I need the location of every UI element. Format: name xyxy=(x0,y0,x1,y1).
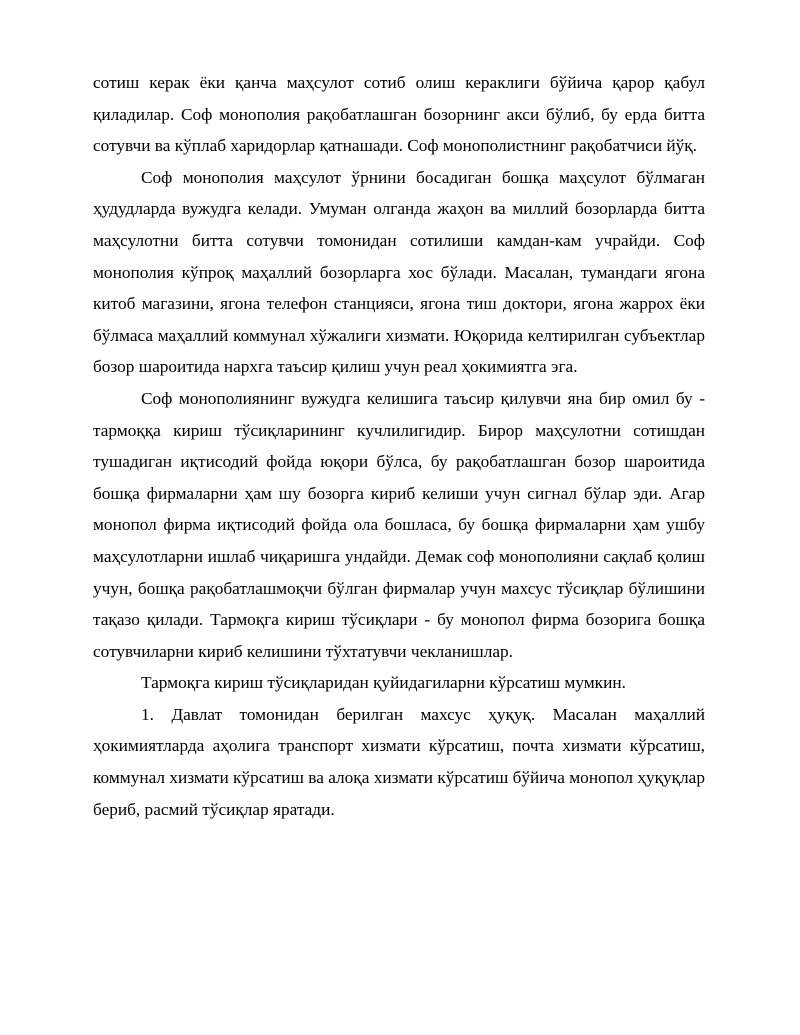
document-page xyxy=(93,67,705,825)
paragraph-1: сотиш керак ёки қанча маҳсулот сотиб олиш кераклиги бўйича қарор қабул қиладилар. Соф монополия рақобатлашган бозорнинг акси бўлиб, бу ерда битта сотувчи ва кўплаб харидорлар қатнашади. Соф монополистнинг рақобатчиси йўқ. xyxy=(93,73,705,156)
paragraph-4: Тармоқга кириш тўсиқларидан қуйидагиларни кўрсатиш мумкин. xyxy=(141,673,626,693)
paragraph-5: 1. Давлат томонидан берилган махсус ҳуқуқ. Масалан маҳаллий ҳокимиятларда аҳолига транспорт хизмати кўрсатиш, почта хизмати кўрсатиш, коммунал хизмати кўрсатиш ва алоқа хизмати кўрсатиш бўйича монопол ҳуқуқлар бериб, расмий тўсиқлар яратади. xyxy=(93,704,705,819)
paragraph-2: Соф монополия маҳсулот ўрнини босадиган бошқа маҳсулот бўлмаган ҳудудларда вужудга келади. Умуман олганда жаҳон ва миллий бозорларда битта маҳсулотни битта сотувчи томонидан сотилиши камдан-кам учрайди. Соф монополия кўпроқ маҳаллий бозорларга хос бўлади. Масалан, тумандаги ягона китоб магазини, ягона телефон станцияси, ягона тиш доктори, ягона жаррох ёки бўлмаса маҳаллий коммунал хўжалиги хизмати. Юқорида келтирилган субъектлар бозор шароитида нархга таъсир қилиш учун реал ҳокимиятга эга. xyxy=(93,167,705,377)
paragraph-3: Соф монополиянинг вужудга келишига таъсир қилувчи яна бир омил бу - тармоққа кириш тўсиқларининг кучлилигидир. Бирор маҳсулотни сотишдан тушадиган иқтисодий фойда юқори бўлса, бу рақобатлашган бозор шароитида бошқа фирмаларни ҳам шу бозорга кириб келиши учун сигнал бўлар эди. Агар монопол фирма иқтисодий фойда ола бошласа, бу бошқа фирмаларни ҳам ушбу маҳсулотларни ишлаб чиқаришга ундайди. Демак соф монополияни сақлаб қолиш учун, бошқа рақобатлашмоқчи бўлган фирмалар учун махсус тўсиқлар бўлишини тақазо қилади. Тармоқга кириш тўсиқлари - бу монопол фирма бозорига бошқа сотувчиларни кириб келишини тўхтатувчи чекланишлар. xyxy=(93,388,705,661)
